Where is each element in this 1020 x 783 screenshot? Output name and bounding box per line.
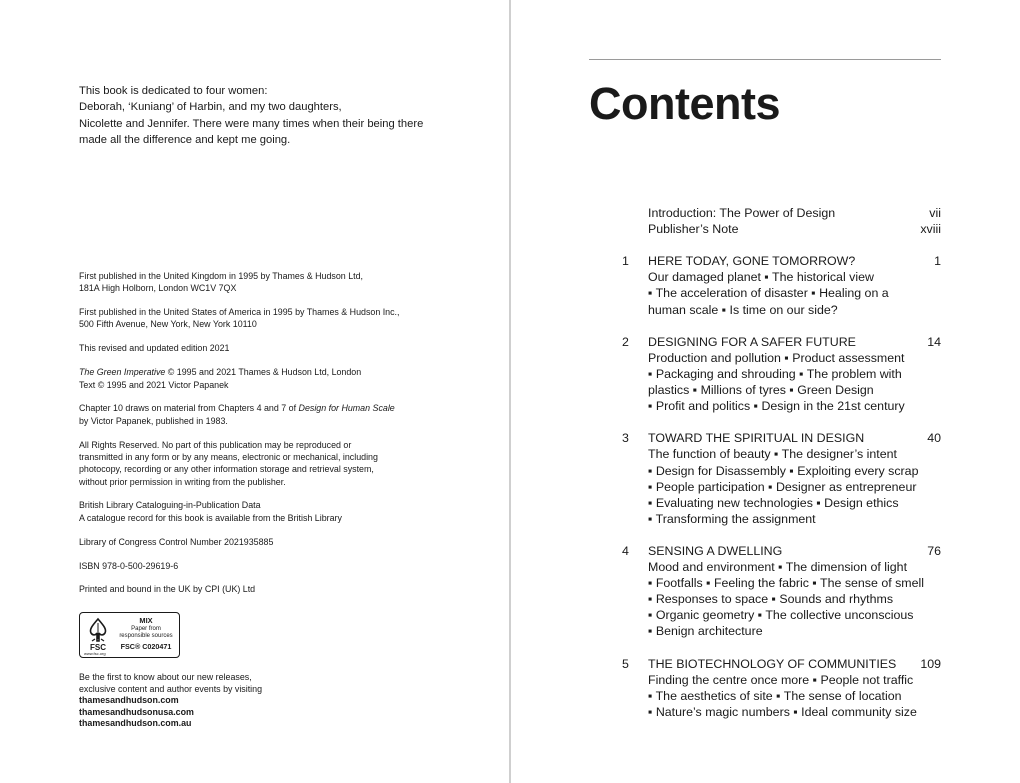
toc-chapter-heading bbox=[511, 253, 1020, 269]
isbn bbox=[79, 560, 439, 572]
website-link[interactable]: thamesandhudsonusa.com bbox=[79, 706, 194, 717]
chapter-topic-line bbox=[511, 511, 1020, 527]
us-publication-line: 500 Fifth Avenue, New York, New York 10110 bbox=[79, 319, 257, 330]
dedication-line: Nicolette and Jennifer. There were many times when their being there bbox=[79, 117, 424, 130]
promo bbox=[79, 672, 379, 730]
fsc-tree-icon bbox=[85, 617, 111, 653]
loc-number-text: Library of Congress Control Number 2021935885 bbox=[79, 536, 274, 547]
chapter-topics: ▪ Evaluating new technologies ▪ Design ethics bbox=[648, 495, 899, 510]
chapter-topic-line bbox=[511, 495, 1020, 511]
printer bbox=[79, 583, 439, 595]
chapter-topics: ▪ The acceleration of disaster ▪ Healing on a bbox=[648, 286, 889, 301]
toc-front-matter-row bbox=[511, 205, 1020, 221]
chapter-topic-line bbox=[511, 302, 1020, 318]
promo-line: exclusive content and author events by visiting bbox=[79, 683, 263, 694]
revised-edition-text: This revised and updated edition 2021 bbox=[79, 343, 230, 354]
promo-line: Be the first to know about our new releases, bbox=[79, 672, 252, 682]
toc-chapter bbox=[511, 543, 1020, 640]
toc-chapter-heading bbox=[511, 543, 1020, 559]
chapter-topics: Our damaged planet ▪ The historical view bbox=[648, 270, 874, 285]
chapter-number: 3 bbox=[622, 431, 629, 446]
chapter-topic-line bbox=[511, 285, 1020, 301]
chapter-topics: Mood and environment ▪ The dimension of light bbox=[648, 560, 908, 575]
chapter-topics: ▪ Nature’s magic numbers ▪ Ideal community size bbox=[648, 704, 917, 719]
chapter-note-line: Chapter 10 draws on material from Chapters 4 and 7 of bbox=[79, 403, 299, 414]
page-title: Contents bbox=[589, 78, 780, 129]
chapter-title: SENSING A DWELLING bbox=[648, 543, 783, 558]
toc-chapter-heading bbox=[511, 334, 1020, 350]
copyright bbox=[79, 366, 439, 391]
dedication-line: This book is dedicated to four women: bbox=[79, 85, 268, 97]
chapter-title: TOWARD THE SPIRITUAL IN DESIGN bbox=[648, 431, 865, 446]
toc-page-number: 109 bbox=[920, 656, 941, 671]
chapter-topic-line bbox=[511, 575, 1020, 591]
toc-page-number: vii bbox=[929, 206, 941, 220]
toc-chapter bbox=[511, 656, 1020, 720]
chapter-topic-line bbox=[511, 382, 1020, 398]
chapter-topics: ▪ Profit and politics ▪ Design in the 21st century bbox=[648, 399, 905, 414]
chapter-topics: ▪ The aesthetics of site ▪ The sense of location bbox=[648, 688, 902, 703]
chapter-topic-line bbox=[511, 559, 1020, 575]
chapter-number: 1 bbox=[622, 254, 629, 269]
chapter-topic-line bbox=[511, 398, 1020, 414]
cataloguing-line: British Library Cataloguing-in-Publication Data bbox=[79, 500, 261, 511]
fsc-text bbox=[114, 617, 178, 650]
chapter-title: THE BIOTECHNOLOGY OF COMMUNITIES bbox=[648, 656, 897, 671]
dedication bbox=[79, 83, 439, 148]
copyright-book-title: The Green Imperative bbox=[79, 367, 166, 378]
imprint bbox=[79, 270, 439, 607]
chapter-topics: ▪ Transforming the assignment bbox=[648, 511, 816, 526]
uk-publication-line: First published in the United Kingdom in 1995 by Thames & Hudson Ltd, bbox=[79, 271, 363, 281]
chapter-number: 5 bbox=[622, 656, 629, 671]
top-rule bbox=[589, 59, 941, 60]
isbn-text: ISBN 978-0-500-29619-6 bbox=[79, 560, 179, 571]
toc-entry-title: Introduction: The Power of Design bbox=[648, 206, 836, 220]
fsc-mix-label: MIX bbox=[139, 616, 153, 625]
uk-publication bbox=[79, 270, 439, 295]
toc-chapter bbox=[511, 253, 1020, 317]
copyright-text-line: Text © 1995 and 2021 Victor Papanek bbox=[79, 379, 229, 390]
chapter-topics: plastics ▪ Millions of tyres ▪ Green Design bbox=[648, 383, 874, 398]
website-link[interactable]: thamesandhudson.com bbox=[79, 695, 179, 705]
toc-page-number: 76 bbox=[927, 543, 941, 558]
toc-page-number: 40 bbox=[927, 431, 941, 446]
chapter-topics: human scale ▪ Is time on our side? bbox=[648, 302, 838, 317]
loc-number bbox=[79, 536, 439, 548]
chapter-topic-line bbox=[511, 591, 1020, 607]
cataloguing-line: A catalogue record for this book is available from the British Library bbox=[79, 512, 342, 523]
us-publication-line: First published in the United States of America in 1995 by Thames & Hudson Inc., bbox=[79, 307, 400, 318]
chapter-topics: Production and pollution ▪ Product assessment bbox=[648, 350, 905, 365]
rights-line: All Rights Reserved. No part of this publication may be reproduced or bbox=[79, 439, 352, 450]
chapter-topics: ▪ People participation ▪ Designer as entrepreneur bbox=[648, 479, 917, 494]
toc-chapter-heading bbox=[511, 656, 1020, 672]
chapter-topics: ▪ Organic geometry ▪ The collective unconscious bbox=[648, 608, 914, 623]
chapter-topics: ▪ Responses to space ▪ Sounds and rhythms bbox=[648, 592, 894, 607]
website-link[interactable]: thamesandhudson.com.au bbox=[79, 718, 192, 728]
toc-chapter-heading bbox=[511, 430, 1020, 446]
chapter-topic-line bbox=[511, 366, 1020, 382]
chapter-topics: The function of beauty ▪ The designer’s intent bbox=[648, 447, 897, 462]
chapter-topic-line bbox=[511, 350, 1020, 366]
chapter-title: HERE TODAY, GONE TOMORROW? bbox=[648, 254, 856, 269]
chapter-number: 4 bbox=[622, 543, 629, 558]
chapter-topic-line bbox=[511, 672, 1020, 688]
us-publication bbox=[79, 306, 439, 331]
chapter-topic-line bbox=[511, 479, 1020, 495]
chapter-topics: ▪ Footfalls ▪ Feeling the fabric ▪ The sense of smell bbox=[648, 576, 925, 591]
chapter-topics: ▪ Packaging and shrouding ▪ The problem with bbox=[648, 366, 902, 381]
toc-entry-title: Publisher’s Note bbox=[648, 222, 739, 237]
chapter-topics: Finding the centre once more ▪ People not traffic bbox=[648, 672, 914, 687]
rights-line: transmitted in any form or by any means, electronic or mechanical, including bbox=[79, 451, 378, 462]
uk-publication-line: 181A High Holborn, London WC1V 7QX bbox=[79, 283, 237, 294]
table-of-contents bbox=[511, 205, 1020, 720]
chapter-topic-line bbox=[511, 688, 1020, 704]
toc-front-matter-row bbox=[511, 221, 1020, 237]
chapter-title: DESIGNING FOR A SAFER FUTURE bbox=[648, 334, 856, 349]
fsc-badge bbox=[79, 612, 180, 658]
toc-page-number: xviii bbox=[920, 222, 941, 237]
chapter-note-book-title: Design for Human Scale bbox=[298, 403, 395, 414]
rights-line: photocopy, recording or any other information storage and retrieval system, bbox=[79, 464, 374, 475]
chapter-note-line: by Victor Papanek, published in 1983. bbox=[79, 415, 228, 426]
chapter-topics: ▪ Benign architecture bbox=[648, 624, 763, 639]
cataloguing bbox=[79, 499, 439, 524]
fsc-line: Paper from bbox=[131, 626, 161, 632]
chapter-topic-line bbox=[511, 607, 1020, 623]
chapter-number: 2 bbox=[622, 334, 629, 349]
revised-edition bbox=[79, 342, 439, 354]
toc-chapter bbox=[511, 430, 1020, 527]
fsc-line: responsible sources bbox=[119, 633, 173, 639]
fsc-url: www.fsc.org bbox=[84, 651, 106, 656]
fsc-logo-text: FSC bbox=[90, 643, 106, 652]
chapter-topic-line bbox=[511, 623, 1020, 639]
dedication-line: Deborah, ‘Kuniang’ of Harbin, and my two daughters, bbox=[79, 101, 342, 114]
toc-page-number: 14 bbox=[927, 334, 941, 349]
fsc-code: FSC® C020471 bbox=[120, 642, 172, 651]
chapter-topic-line bbox=[511, 269, 1020, 285]
toc-chapter bbox=[511, 334, 1020, 414]
chapter-topic-line bbox=[511, 446, 1020, 462]
toc-page-number: 1 bbox=[934, 254, 941, 269]
chapter-topic-line bbox=[511, 463, 1020, 479]
copyright-line: © 1995 and 2021 Thames & Hudson Ltd, London bbox=[165, 367, 362, 378]
rights-notice bbox=[79, 439, 439, 488]
chapter-topic-line bbox=[511, 704, 1020, 720]
right-page bbox=[511, 0, 1020, 783]
printer-text: Printed and bound in the UK by CPI (UK) Ltd bbox=[79, 584, 256, 595]
chapter-note bbox=[79, 402, 439, 427]
rights-line: without prior permission in writing from the publisher. bbox=[79, 476, 286, 487]
chapter-topics: ▪ Design for Disassembly ▪ Exploiting every scrap bbox=[648, 463, 919, 478]
dedication-line: made all the difference and kept me going. bbox=[79, 133, 291, 146]
